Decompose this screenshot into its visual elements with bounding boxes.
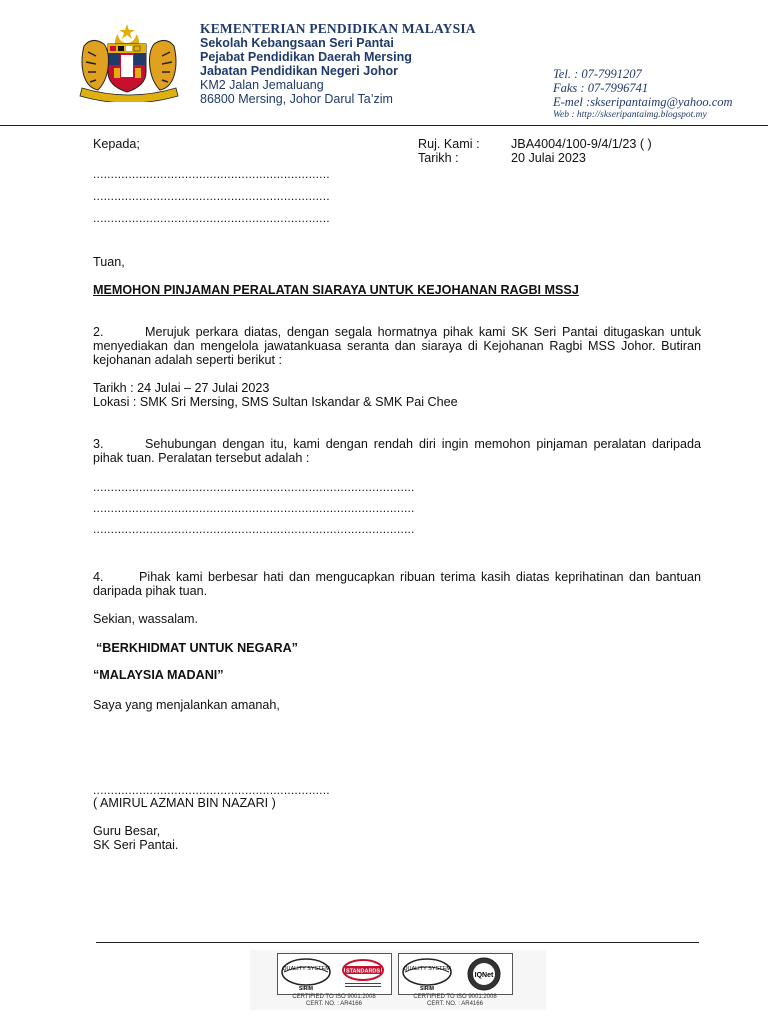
motto-berkhidmat: “BERKHIDMAT UNTUK NEGARA” bbox=[96, 641, 298, 655]
district-office: Pejabat Pendidikan Daerah Mersing bbox=[200, 50, 412, 64]
footer-divider bbox=[96, 942, 699, 943]
certification-text-1: CERTIFIED TO ISO 9001:2008 bbox=[292, 994, 376, 1000]
signatory-position: Guru Besar, bbox=[93, 824, 161, 838]
certification-number-2: CERT. NO. : AR4166 bbox=[427, 1001, 483, 1007]
letter-date: 20 Julai 2023 bbox=[511, 151, 586, 165]
telephone: Tel. : 07-7991207 bbox=[553, 67, 642, 81]
sirim-quality-system-logo-2 bbox=[401, 956, 453, 992]
paragraph-3 bbox=[93, 437, 701, 465]
letter-subject: MEMOHON PINJAMAN PERALATAN SIARAYA UNTUK KEJOHANAN RAGBI MSSJ bbox=[93, 283, 579, 297]
signatory-school: SK Seri Pantai. bbox=[93, 838, 179, 852]
recipient-line-2: ................................................................... bbox=[93, 189, 330, 203]
svg-text:SIRIM: SIRIM bbox=[420, 986, 435, 992]
reference-number: JBA4004/100-9/4/1/23 ( ) bbox=[511, 137, 652, 151]
iso-certification-badge-1 bbox=[277, 953, 392, 995]
iso-certification-badge-2 bbox=[398, 953, 513, 995]
equipment-line-2: ........................................................................................... bbox=[93, 501, 415, 515]
paragraph-2 bbox=[93, 325, 701, 367]
paragraph-3-number: 3. bbox=[93, 437, 104, 451]
sign-off: Saya yang menjalankan amanah, bbox=[93, 698, 280, 712]
recipient-line-3: ................................................................... bbox=[93, 211, 330, 225]
equipment-line-1: ........................................................................................... bbox=[93, 480, 415, 494]
standards-logo bbox=[337, 956, 389, 992]
equipment-line-3: ........................................................................................... bbox=[93, 522, 415, 536]
event-location: Lokasi : SMK Sri Mersing, SMS Sultan Iskandar & SMK Pai Chee bbox=[93, 395, 458, 409]
salutation: Tuan, bbox=[93, 255, 125, 269]
fax: Faks : 07-7996741 bbox=[553, 81, 649, 95]
paragraph-4-number: 4. bbox=[93, 570, 104, 584]
state-department: Jabatan Pendidikan Negeri Johor bbox=[200, 64, 398, 78]
address-line-2: 86800 Mersing, Johor Darul Ta’zim bbox=[200, 92, 393, 106]
ministry-name: KEMENTERIAN PENDIDIKAN MALAYSIA bbox=[200, 21, 476, 36]
svg-text:STANDARDS: STANDARDS bbox=[345, 968, 380, 975]
paragraph-2-number: 2. bbox=[93, 325, 104, 339]
date-label: Tarikh : bbox=[418, 151, 459, 165]
paragraph-3-text: Sehubungan dengan itu, kami dengan rendah diri ingin memohon pinjaman peralatan daripada pihak tuan. Peralatan tersebut adalah : bbox=[93, 437, 701, 465]
event-date: Tarikh : 24 Julai – 27 Julai 2023 bbox=[93, 381, 270, 395]
certification-number-1: CERT. NO. : AR4166 bbox=[306, 1001, 362, 1007]
website: Web : http://skseripantaimg.blogspot.my bbox=[553, 110, 707, 120]
iqnet-logo bbox=[458, 956, 510, 992]
email: E-mel :skseripantaimg@yahoo.com bbox=[553, 95, 733, 109]
paragraph-4 bbox=[93, 570, 701, 598]
reference-label: Ruj. Kami : bbox=[418, 137, 480, 151]
address-line-1: KM2 Jalan Jemaluang bbox=[200, 78, 324, 92]
svg-text:QUALITY SYSTEM: QUALITY SYSTEM bbox=[403, 966, 452, 972]
svg-text:IQNet: IQNet bbox=[474, 972, 494, 979]
motto-malaysia-madani: “MALAYSIA MADANI” bbox=[93, 668, 224, 682]
signatory-name: ( AMIRUL AZMAN BIN NAZARI ) bbox=[93, 796, 276, 810]
closing: Sekian, wassalam. bbox=[93, 612, 198, 626]
certification-text-2: CERTIFIED TO ISO 9001:2008 bbox=[413, 994, 497, 1000]
paragraph-4-text: Pihak kami berbesar hati dan mengucapkan ribuan terima kasih diatas keprihatinan dan bantuan daripada pihak tuan. bbox=[93, 570, 701, 598]
recipient-label: Kepada; bbox=[93, 137, 140, 151]
paragraph-2-text: Merujuk perkara diatas, dengan segala hormatnya pihak kami SK Seri Pantai ditugaskan untuk menyediakan dan mengelola jawatankuasa seranta dan siaraya di Kejohanan Ragbi MSS Johor. Butiran kejohanan adalah seperti berikut : bbox=[93, 325, 701, 367]
signature-line: ................................................................... bbox=[93, 783, 330, 797]
header-divider bbox=[0, 125, 768, 126]
certification-logos bbox=[250, 950, 546, 1010]
svg-text:SIRIM: SIRIM bbox=[299, 986, 314, 992]
malaysia-coat-of-arms-logo bbox=[74, 22, 184, 102]
school-name: Sekolah Kebangsaan Seri Pantai bbox=[200, 36, 394, 50]
svg-text:QUALITY SYSTEM: QUALITY SYSTEM bbox=[282, 966, 331, 972]
sirim-quality-system-logo bbox=[280, 956, 332, 992]
recipient-line-1: ................................................................... bbox=[93, 167, 330, 181]
